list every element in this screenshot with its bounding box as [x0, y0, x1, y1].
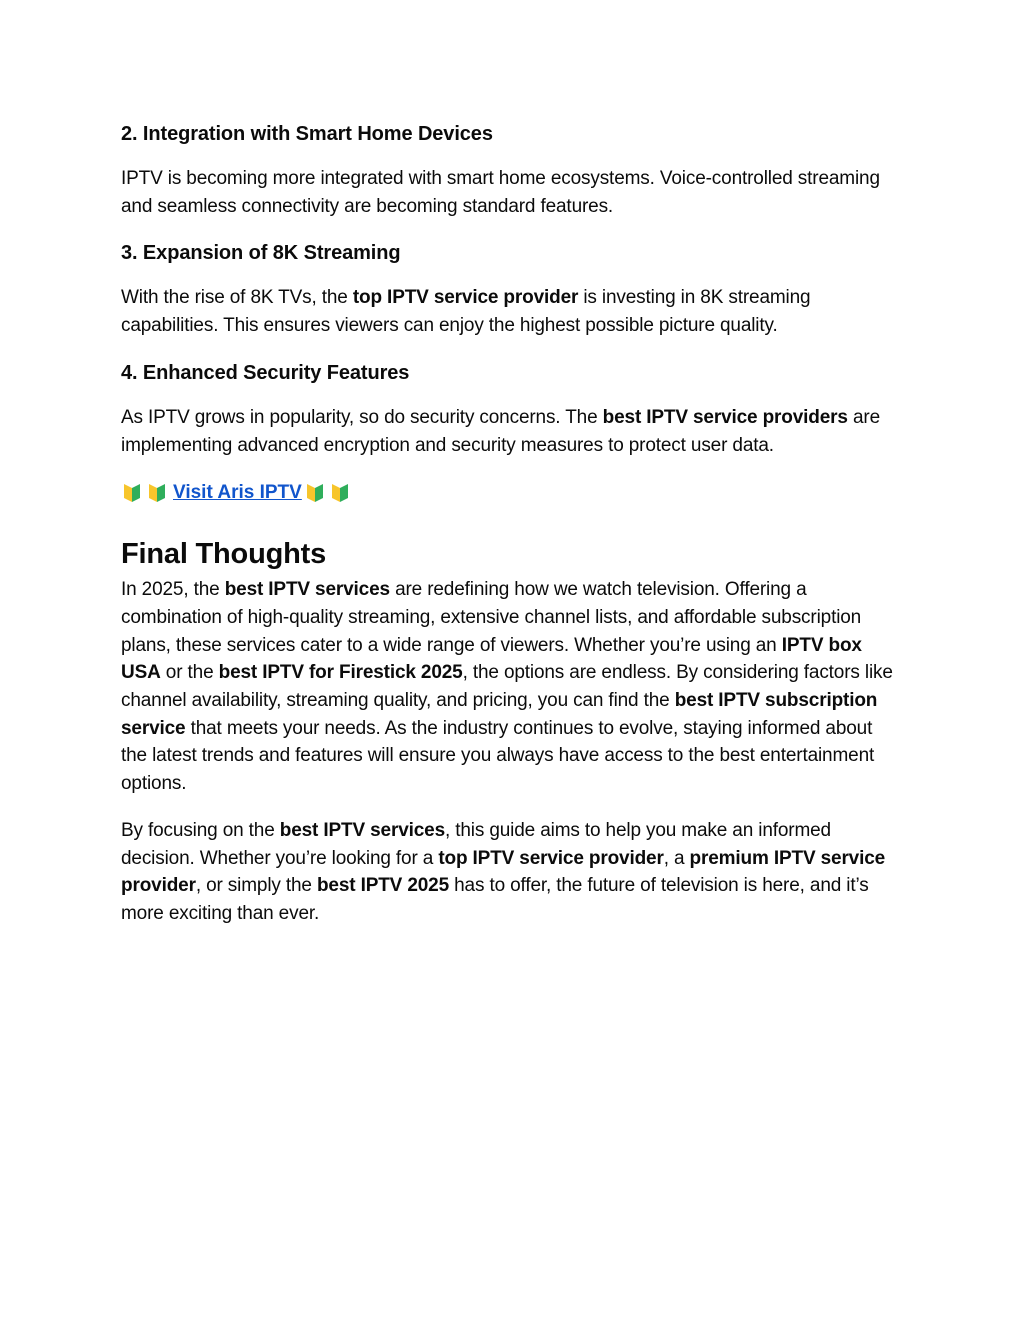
beginner-badge-icon — [146, 482, 168, 504]
text-run: is investing in 8K streaming capabilities. This ensures viewers can enjoy the highest possible picture quality. — [121, 287, 811, 337]
final-paragraph-2 — [121, 817, 901, 928]
beginner-badge-icon — [329, 482, 351, 504]
beginner-badge-icon — [304, 482, 326, 504]
section-heading-security: 4. Enhanced Security Features — [121, 361, 410, 384]
section-heading-8k: 3. Expansion of 8K Streaming — [121, 242, 401, 265]
section-paragraph-smart-home — [121, 165, 901, 220]
text-run: By focusing on the — [121, 819, 280, 841]
text-run: As IPTV grows in popularity, so do security concerns. The — [121, 406, 603, 428]
text-run: , this guide aims to help you make an informed decision. Whether you’re looking for a — [121, 819, 831, 869]
text-run: , a — [663, 847, 690, 869]
bold-text-run: best IPTV services — [224, 579, 390, 601]
text-run: or the — [160, 662, 219, 684]
text-run: , the options are endless. By considering factors like channel availability, streaming quality, and pricing, you can find the — [121, 662, 893, 712]
beginner-badge-icon — [121, 482, 143, 504]
text-run: has to offer, the future of television is here, and it’s more exciting than ever. — [121, 875, 869, 924]
visit-link-line — [121, 478, 901, 508]
bold-text-run: best IPTV 2025 — [316, 875, 449, 897]
text-run: IPTV is becoming more integrated with smart home ecosystems. Voice-controlled streaming and seamless connectivity are becoming standard features. — [121, 168, 880, 217]
bold-text-run: top IPTV service provider — [438, 847, 664, 869]
text-run: With the rise of 8K TVs, the — [121, 287, 353, 309]
text-run: are redefining how we watch television. Offering a combination of high-quality streaming, extensive channel lists, and affordable subscription plans, these services cater to a wide range of viewers. Whether you’re using an — [121, 579, 862, 656]
text-run: , or simply the — [195, 875, 317, 897]
section-heading-smart-home: 2. Integration with Smart Home Devices — [121, 123, 493, 145]
bold-text-run: best IPTV service providers — [602, 406, 848, 428]
visit-aris-iptv-link[interactable]: Visit Aris IPTV — [173, 482, 302, 504]
bold-text-run: best IPTV subscription service — [121, 690, 878, 739]
final-paragraph-1 — [121, 576, 901, 798]
text-run: that meets your needs. As the industry continues to evolve, staying informed about the latest trends and features will ensure you always have access to the best entertainment options. — [121, 717, 875, 795]
final-thoughts-heading: Final Thoughts — [121, 538, 327, 571]
bold-text-run: best IPTV for Firestick 2025 — [218, 662, 463, 684]
text-run: are implementing advanced encryption and security measures to protect user data. — [121, 406, 880, 456]
bold-text-run: best IPTV services — [279, 819, 445, 841]
text-run: In 2025, the — [121, 579, 225, 601]
section-paragraph-security — [121, 404, 901, 459]
bold-text-run: premium IPTV service provider — [121, 847, 886, 897]
document-page — [121, 117, 901, 928]
bold-text-run: top IPTV service provider — [352, 287, 579, 309]
bold-text-run: IPTV box USA — [121, 634, 862, 684]
section-paragraph-8k — [121, 284, 901, 339]
